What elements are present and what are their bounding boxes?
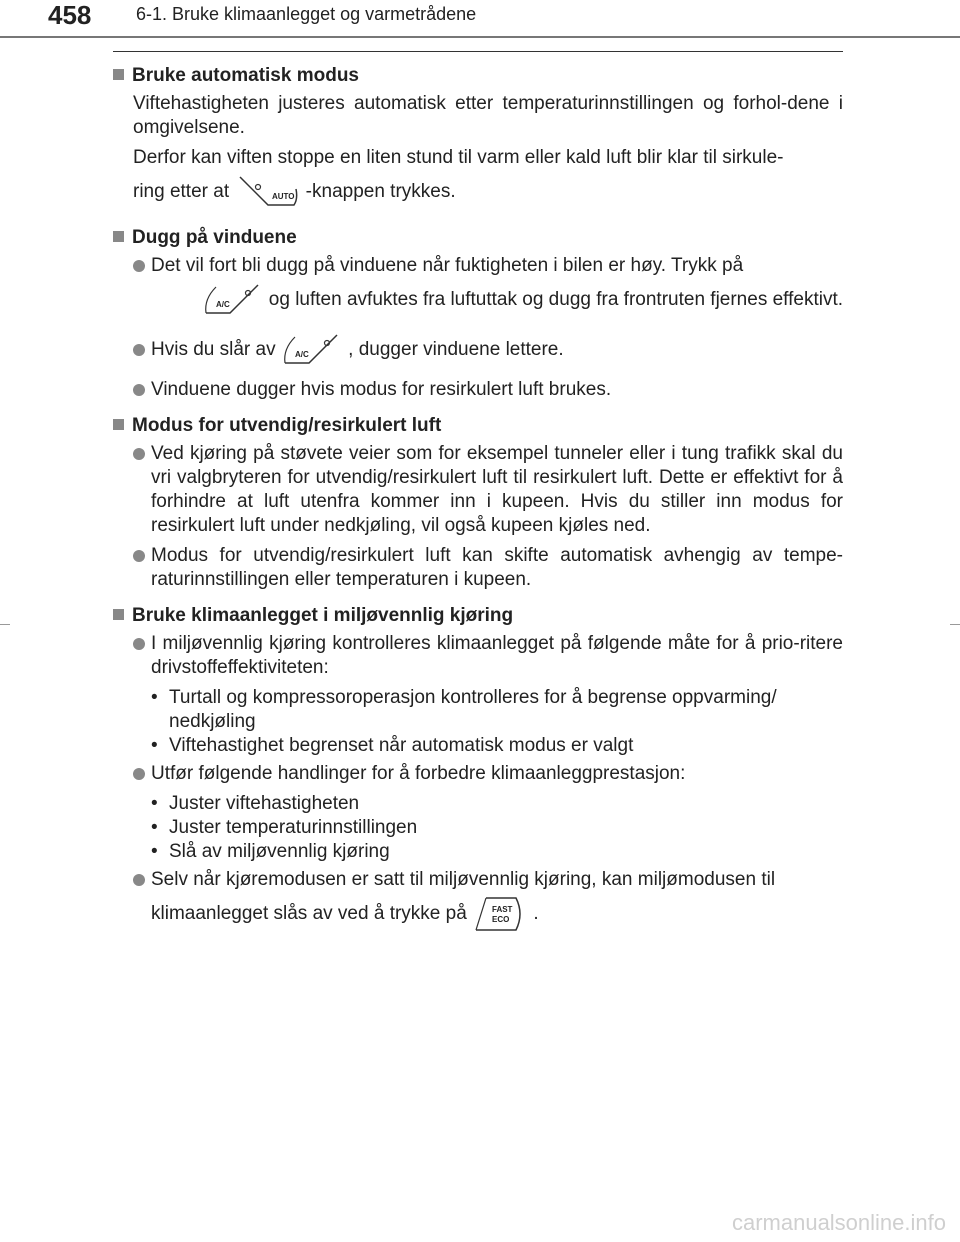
page-header [0,0,960,40]
crop-mark-left [0,624,10,625]
round-bullet-icon [133,260,145,272]
section-heading-dugg: Dugg på vinduene [113,226,843,250]
list-item: • Juster temperaturinnstillingen [151,817,418,838]
page-number: 458 [48,0,92,30]
dugg-bullet-3: Vinduene dugger hvis modus for resirkulert luft brukes. [133,378,843,402]
section-heading-modus: Modus for utvendig/resirkulert luft [113,414,843,438]
round-bullet-icon [133,550,145,562]
ac-button-icon [281,333,343,367]
list-item: • Slå av miljøvennlig kjøring [151,841,390,862]
modus-bullet-1: Ved kjøring på støvete veier som for eksempel tunneler eller i tung trafikk skal du vri valgbryteren for utvendig/resirkulert luft til resirkulert luft. Dette er effektivt for å forhindre at luft utenfra kommer inn i kupeen. Hvis du stiller inn modus for resirkulert luft under nedkjøling, vil også kupeen kjøles ned. [133,442,843,538]
svg-text:A/C: A/C [215,299,230,309]
manual-content [113,62,843,942]
auto-paragraph-1: Viftehastigheten justeres automatisk etter temperaturinnstillingen og forhol-dene i omgivelsene. [133,93,843,138]
auto-button-icon [234,175,300,209]
eco-bullet-1: I miljøvennlig kjøring kontrolleres klimaanlegget på følgende måte for å prio-ritere drivstoffeffektiviteten: [133,632,843,680]
square-bullet-icon [113,419,124,430]
auto-paragraph-2: Derfor kan viften stoppe en liten stund til varm eller kald luft blir klar til sirkule- ring etter at AUTO -knappen trykkes. [133,146,843,214]
svg-text:FAST: FAST [492,904,513,914]
ac-button-icon [202,283,264,317]
header-rule [0,36,960,38]
svg-text:A/C: A/C [294,349,309,359]
content-top-rule [113,51,843,52]
eco-sub-list-1 [113,686,843,758]
square-bullet-icon [113,69,124,80]
round-bullet-icon [133,344,145,356]
section-heading-eco: Bruke klimaanlegget i miljøvennlig kjøring [113,604,843,628]
list-item: • Juster viftehastigheten [151,793,360,814]
eco-sub-list-2 [113,792,843,864]
list-item: • Viftehastighet begrenset når automatisk modus er valgt [151,735,634,756]
list-item: • Turtall og kompressoroperasjon kontrolleres for å begrense oppvarming/ nedkjøling [151,687,777,732]
dugg-bullet-1: Det vil fort bli dugg på vinduene når fuktigheten i bilen er høy. Trykk på A/C og luften avfuktes fra luftuttak og dugg fra frontruten fjernes effektivt. [133,254,843,322]
square-bullet-icon [113,231,124,242]
modus-bullet-2: Modus for utvendig/resirkulert luft kan skifte automatisk avhengig av tempe-raturinnstillingen eller temperaturen i kupeen. [133,544,843,592]
section-heading-auto: Bruke automatisk modus [113,64,843,88]
fast-eco-button-icon [472,894,528,934]
chapter-title: 6-1. Bruke klimaanlegget og varmetrådene [136,4,477,24]
round-bullet-icon [133,874,145,886]
round-bullet-icon [133,768,145,780]
round-bullet-icon [133,448,145,460]
square-bullet-icon [113,609,124,620]
svg-text:AUTO: AUTO [272,191,295,201]
crop-mark-right [950,624,960,625]
eco-bullet-2: Utfør følgende handlinger for å forbedre klimaanleggprestasjon: [133,762,843,786]
eco-bullet-3: Selv når kjøremodusen er satt til miljøvennlig kjøring, kan miljømodusen til klimaanlegget slås av ved å trykke på FAST ECO . [133,868,843,936]
round-bullet-icon [133,638,145,650]
svg-text:ECO: ECO [492,914,510,924]
round-bullet-icon [133,384,145,396]
dugg-bullet-2: Hvis du slår av A/C , dugger vinduene lettere. [133,328,843,372]
watermark: carmanualsonline.info [731,1210,946,1235]
